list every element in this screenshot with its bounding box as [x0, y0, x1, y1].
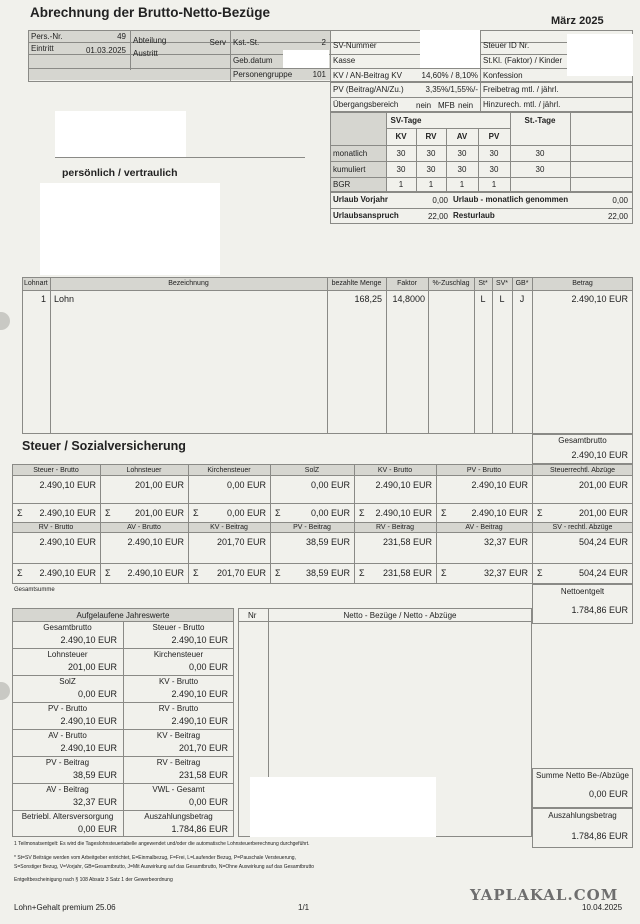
- col-faktor: Faktor: [397, 280, 417, 287]
- pers-nr-label: Pers.-Nr.: [31, 32, 63, 41]
- steuer-sum: 38,59 EUR: [305, 568, 350, 578]
- footnote: Entgeltbescheinigung nach § 108 Absatz 3 Satz 1 der Gewerbeordnung: [14, 877, 173, 883]
- jahreswert-value: 38,59 EUR: [72, 770, 117, 780]
- punch-hole-icon: [0, 312, 10, 330]
- redaction-geb-datum: [283, 50, 329, 68]
- steuer-section-title: Steuer / Sozialversicherung: [22, 439, 186, 453]
- steuer-sum: 32,37 EUR: [483, 568, 528, 578]
- redaction-steuer-id: [567, 34, 633, 76]
- jahreswerte-title: Aufgelaufene Jahreswerte: [76, 611, 170, 620]
- kasse-label: Kasse: [333, 56, 356, 65]
- sv-cell: 30: [457, 149, 467, 158]
- steuer-value: 0,00 EUR: [310, 480, 350, 490]
- steuer-label: RV - Beitrag: [376, 524, 414, 531]
- urlaub-label: Urlaub Vorjahr: [333, 195, 388, 204]
- jahreswert-value: 201,70 EUR: [178, 743, 228, 753]
- urlaub-label: Urlaubsanspruch: [333, 211, 399, 220]
- jahreswert-value: 2.490,10 EUR: [60, 716, 117, 726]
- kst-label: Kst.-St.: [233, 38, 260, 47]
- steuer-label: KV - Brutto: [377, 467, 413, 474]
- steuer-label: Kirchensteuer: [207, 467, 251, 474]
- urlaub-value: 22,00: [427, 212, 448, 221]
- urlaub-value: 0,00: [612, 196, 628, 205]
- steuer-label: Lohnsteuer: [126, 467, 162, 474]
- austritt-label: Austritt: [133, 49, 158, 58]
- steuer-sum: 0,00 EUR: [310, 508, 350, 518]
- hinzurechnung-label: Hinzurech. mtl. / jährl.: [483, 100, 561, 109]
- netto-header: Netto - Bezüge / Netto - Abzüge: [343, 611, 457, 620]
- auszahlung-label: Auszahlungsbetrag: [548, 811, 617, 820]
- document-period: März 2025: [551, 15, 604, 27]
- footnote: * St=SV Beiträge werden vom Arbeitgeber entrichtet, E=Einmalbezug, F=Frei, L=Laufender Bezug, P=Pauschale Versteuerung,: [14, 855, 296, 861]
- lohn-row-faktor: 14,8000: [392, 294, 425, 304]
- jahreswert-value: 231,58 EUR: [178, 770, 228, 780]
- sv-cell: 1: [459, 180, 465, 189]
- steuer-value: 2.490,10 EUR: [39, 537, 96, 547]
- mfb-label: MFB: [438, 101, 455, 110]
- urlaub-label: Resturlaub: [453, 211, 495, 220]
- footer-date: 10.04.2025: [582, 903, 623, 912]
- uebergangsbereich-label: Übergangsbereich: [333, 100, 399, 109]
- geb-datum-label: Geb.datum: [233, 56, 273, 65]
- sv-cell: 1: [398, 180, 404, 189]
- sigma-symbol: Σ: [359, 508, 365, 518]
- steuer-label: Steuerrechtl. Abzüge: [550, 467, 615, 474]
- jahreswert-value: 2.490,10 EUR: [171, 635, 228, 645]
- lohn-row-gb: J: [519, 294, 525, 304]
- steuer-value: 201,00 EUR: [134, 480, 184, 490]
- jahreswert-value: 201,00 EUR: [67, 662, 117, 672]
- watermark: YAPLAKAL.COM: [470, 886, 619, 904]
- uebergangsbereich-value: nein: [416, 101, 432, 110]
- urlaub-value: 0,00: [432, 196, 448, 205]
- steuer-value: 201,00 EUR: [578, 480, 628, 490]
- gesamtbrutto-value: 2.490,10 EUR: [571, 450, 628, 460]
- redaction-employer-address: [55, 111, 186, 157]
- urlaub-value: 22,00: [607, 212, 628, 221]
- steuer-sum: 201,00 EUR: [134, 508, 184, 518]
- sv-nummer-label: SV-Nummer: [333, 41, 377, 50]
- personengruppe-value: 101: [312, 70, 326, 79]
- jahreswert-value: 0,00 EUR: [77, 689, 117, 699]
- jahreswert-label: RV - Beitrag: [156, 758, 201, 767]
- st-cell: 30: [535, 165, 545, 174]
- sv-row-label: BGR: [333, 180, 351, 189]
- sv-col-kv: KV: [395, 132, 407, 141]
- col-betrag: Betrag: [572, 280, 593, 287]
- jahreswert-value: 1.784,86 EUR: [171, 824, 228, 834]
- steuer-label: RV - Brutto: [38, 524, 74, 531]
- jahreswert-label: Auszahlungsbetrag: [144, 812, 213, 821]
- col-lohnart: Lohnart: [24, 280, 48, 287]
- steuer-value: 504,24 EUR: [578, 537, 628, 547]
- steuer-sum: 231,58 EUR: [382, 568, 432, 578]
- kv-beitrag-value: 14,60% / 8,10%: [421, 71, 478, 80]
- steuer-value: 2.490,10 EUR: [39, 480, 96, 490]
- steuer-sum: 504,24 EUR: [578, 568, 628, 578]
- pers-nr-value: 49: [117, 32, 126, 41]
- sigma-symbol: Σ: [105, 508, 111, 518]
- steuer-value: 38,59 EUR: [305, 537, 350, 547]
- jahreswert-label: Lohnsteuer: [47, 650, 88, 659]
- steuer-label: SV - rechtl. Abzüge: [552, 524, 613, 531]
- sv-cell: 1: [491, 180, 497, 189]
- steuer-id-label: Steuer ID Nr.: [483, 41, 530, 50]
- lohn-row-st: L: [480, 294, 486, 304]
- jahreswert-value: 0,00 EUR: [77, 824, 117, 834]
- sigma-symbol: Σ: [537, 568, 543, 578]
- footer-software: Lohn+Gehalt premium 25.06: [14, 903, 116, 912]
- lohn-row-sv: L: [499, 294, 505, 304]
- st-tage-header: St.-Tage: [524, 116, 556, 125]
- jahreswert-label: PV - Beitrag: [45, 758, 90, 767]
- punch-hole-icon: [0, 682, 10, 700]
- kst-value: 2: [321, 38, 326, 47]
- redaction-bank-details: [250, 777, 436, 837]
- sv-cell: 30: [396, 165, 406, 174]
- steuer-sum: 2.490,10 EUR: [39, 508, 96, 518]
- steuer-label: PV - Brutto: [466, 467, 502, 474]
- jahreswert-label: Steuer - Brutto: [152, 623, 205, 632]
- gesamtbrutto-label: Gesamtbrutto: [558, 436, 607, 445]
- steuer-sum: 2.490,10 EUR: [127, 568, 184, 578]
- steuer-sum: 0,00 EUR: [226, 508, 266, 518]
- konfession-label: Konfession: [483, 71, 523, 80]
- sigma-symbol: Σ: [193, 508, 199, 518]
- jahreswert-value: 0,00 EUR: [188, 662, 228, 672]
- sigma-symbol: Σ: [441, 568, 447, 578]
- col-zuschlag: %-Zuschlag: [432, 280, 470, 287]
- jahreswert-label: RV - Brutto: [158, 704, 199, 713]
- kv-beitrag-label: KV / AN-Beitrag KV: [333, 71, 402, 80]
- jahreswert-label: KV - Brutto: [158, 677, 199, 686]
- eintritt-label: Eintritt: [31, 44, 54, 53]
- confidential-note: persönlich / vertraulich: [62, 167, 178, 179]
- redaction-sv-nummer: [420, 30, 480, 68]
- steuer-sum: 201,70 EUR: [216, 568, 266, 578]
- jahreswert-value: 0,00 EUR: [188, 797, 228, 807]
- steuer-label: KV - Beitrag: [210, 524, 248, 531]
- sv-cell: 30: [489, 165, 499, 174]
- st-cell: 30: [535, 149, 545, 158]
- sv-cell: 30: [396, 149, 406, 158]
- freibetrag-label: Freibetrag mtl. / jährl.: [483, 85, 559, 94]
- col-gb: GB*: [515, 280, 529, 287]
- jahreswert-value: 2.490,10 EUR: [171, 716, 228, 726]
- sv-cell: 1: [428, 180, 434, 189]
- jahreswert-label: SolZ: [59, 677, 76, 686]
- sigma-symbol: Σ: [537, 508, 543, 518]
- jahreswert-label: AV - Brutto: [48, 731, 87, 740]
- jahreswert-label: Kirchensteuer: [153, 650, 204, 659]
- steuer-label: AV - Brutto: [127, 524, 161, 531]
- pv-beitrag-value: 3,35%/1,55%/-: [425, 85, 478, 94]
- lohn-row-menge: 168,25: [354, 294, 382, 304]
- netto-nr-header: Nr: [248, 611, 257, 620]
- steuer-label: PV - Beitrag: [293, 524, 331, 531]
- sv-row-label: monatlich: [333, 149, 368, 158]
- col-menge: bezahlte Menge: [331, 280, 382, 287]
- jahreswert-value: 32,37 EUR: [72, 797, 117, 807]
- steuer-value: 0,00 EUR: [226, 480, 266, 490]
- col-sv: SV*: [495, 280, 509, 287]
- sigma-symbol: Σ: [193, 568, 199, 578]
- summe-netto-value: 0,00 EUR: [588, 789, 628, 799]
- jahreswert-label: KV - Beitrag: [156, 731, 201, 740]
- mfb-value: nein: [458, 101, 474, 110]
- redaction-employee-address: [40, 183, 220, 275]
- footnote: S=Sonstiger Bezug, V=Vorjahr, GB=Gesamtbrutto, J=Mit Auswirkung auf das Gesamtbrutto, N=Ohne Auswirkung auf das Gesamtbrutto: [14, 864, 315, 870]
- stkl-label: St.Kl. (Faktor) / Kinder: [483, 56, 563, 65]
- steuer-label: Steuer - Brutto: [33, 467, 79, 474]
- abteilung-value: Serv: [209, 38, 226, 47]
- sv-row-label: kumuliert: [333, 165, 366, 174]
- personengruppe-label: Personengruppe: [233, 70, 293, 79]
- summe-netto-label: Summe Netto Be-/Abzüge: [536, 771, 629, 780]
- sv-cell: 30: [489, 149, 499, 158]
- sigma-symbol: Σ: [17, 568, 23, 578]
- sv-col-rv: RV: [425, 132, 437, 141]
- jahreswert-label: Betriebl. Altersversorgung: [21, 812, 114, 821]
- jahreswert-label: AV - Beitrag: [46, 785, 89, 794]
- auszahlung-value: 1.784,86 EUR: [571, 831, 628, 841]
- jahreswert-label: PV - Brutto: [47, 704, 88, 713]
- jahreswert-value: 2.490,10 EUR: [60, 743, 117, 753]
- sigma-symbol: Σ: [359, 568, 365, 578]
- pv-beitrag-label: PV (Beitrag/AN/Zu.): [333, 85, 404, 94]
- lohn-row-nr: 1: [40, 294, 46, 304]
- steuer-label: SolZ: [304, 467, 320, 474]
- abteilung-label: Abteilung: [133, 36, 167, 45]
- jahreswert-value: 2.490,10 EUR: [171, 689, 228, 699]
- sigma-symbol: Σ: [275, 508, 281, 518]
- steuer-value: 201,70 EUR: [216, 537, 266, 547]
- sv-col-pv: PV: [488, 132, 500, 141]
- steuer-value: 2.490,10 EUR: [127, 537, 184, 547]
- lohn-row-betrag: 2.490,10 EUR: [571, 294, 628, 304]
- nettoentgelt-label: Nettoentgelt: [560, 587, 605, 596]
- sv-cell: 30: [426, 165, 436, 174]
- footnote: 1 Teilmonatsentgelt: Es wird die Tageslohnsteuertabelle angewendet und/oder die automatische Lohnsteuerberechnung durchgeführt.: [14, 841, 310, 847]
- steuer-sum: 2.490,10 EUR: [375, 508, 432, 518]
- sv-col-av: AV: [456, 132, 468, 141]
- steuer-sum: 201,00 EUR: [578, 508, 628, 518]
- steuer-value: 32,37 EUR: [483, 537, 528, 547]
- steuer-label: AV - Beitrag: [465, 524, 503, 531]
- col-bezeichnung: Bezeichnung: [168, 280, 209, 287]
- sigma-symbol: Σ: [441, 508, 447, 518]
- sigma-symbol: Σ: [105, 568, 111, 578]
- footer-page: 1/1: [298, 903, 310, 912]
- sv-cell: 30: [426, 149, 436, 158]
- gesamtsumme-label: Gesamtsumme: [14, 587, 55, 593]
- jahreswert-label: Gesamtbrutto: [43, 623, 92, 632]
- urlaub-label: Urlaub - monatlich genommen: [453, 195, 569, 204]
- lohn-row-bez: Lohn: [54, 294, 75, 304]
- sv-tage-header: SV-Tage: [390, 116, 422, 125]
- steuer-value: 2.490,10 EUR: [375, 480, 432, 490]
- sigma-symbol: Σ: [275, 568, 281, 578]
- sv-cell: 30: [457, 165, 467, 174]
- jahreswert-label: VWL - Gesamt: [152, 785, 205, 794]
- steuer-sum: 2.490,10 EUR: [39, 568, 96, 578]
- steuer-value: 2.490,10 EUR: [471, 480, 528, 490]
- sigma-symbol: Σ: [17, 508, 23, 518]
- jahreswert-value: 2.490,10 EUR: [60, 635, 117, 645]
- document-title: Abrechnung der Brutto-Netto-Bezüge: [30, 5, 270, 20]
- col-st: St*: [478, 280, 488, 287]
- steuer-value: 231,58 EUR: [382, 537, 432, 547]
- steuer-sum: 2.490,10 EUR: [471, 508, 528, 518]
- eintritt-value: 01.03.2025: [85, 46, 126, 55]
- nettoentgelt-value: 1.784,86 EUR: [571, 605, 628, 615]
